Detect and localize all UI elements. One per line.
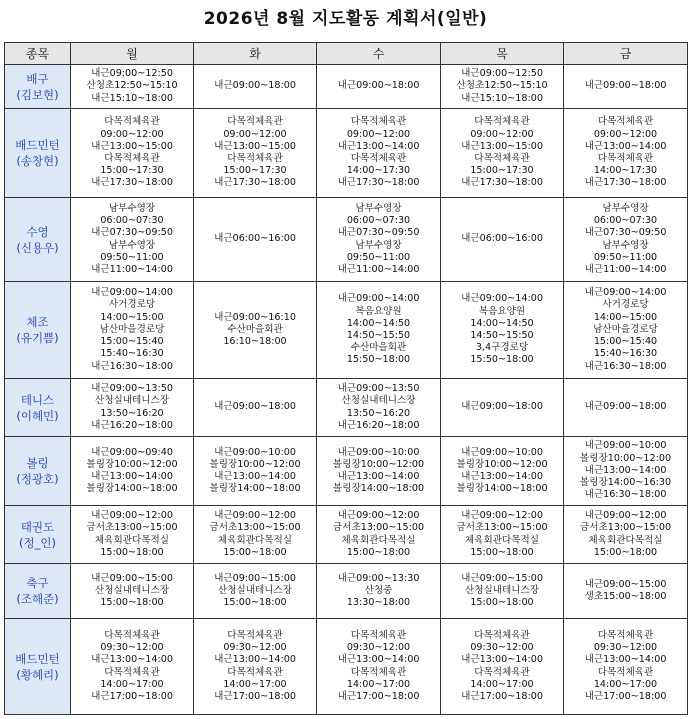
- schedule-entry: 다목적체육관: [104, 116, 160, 128]
- schedule-entry: 15:50~18:00: [346, 354, 411, 366]
- schedule-entry: 내근09:00~12:00: [91, 510, 173, 522]
- schedule-entry: 내근09:00~14:00: [337, 293, 420, 305]
- table-row: [5, 619, 688, 715]
- schedule-entry: 다목적체육관: [474, 629, 530, 641]
- schedule-entry: 15:00~18:00: [470, 546, 534, 558]
- sport-name: 축구: [26, 576, 49, 590]
- sport-name: 태권도: [20, 519, 55, 534]
- schedule-cell-tuesday: [194, 109, 317, 198]
- schedule-entry: 09:30~12:00: [100, 642, 164, 654]
- sport-name: 배드민턴: [15, 138, 60, 152]
- schedule-entry: 다목적체육관: [597, 666, 654, 678]
- coach-name: (조해준): [16, 592, 59, 606]
- schedule-entry: 다목적체육관: [104, 666, 160, 678]
- schedule-entry: 3,4구경로당: [475, 342, 529, 354]
- schedule-entry: 내근16:30~18:00: [584, 360, 667, 372]
- schedule-entry: 15:00~18:00: [470, 597, 534, 609]
- schedule-entry: 14:00~17:00: [470, 678, 534, 690]
- schedule-cell-wednesday: [317, 65, 441, 109]
- schedule-entry: 09:00~12:00: [100, 128, 164, 140]
- schedule-entry: 06:00~07:30: [593, 215, 658, 227]
- schedule-entry: 남부수영장: [602, 239, 649, 251]
- schedule-entry: 내근09:00~18:00: [584, 80, 667, 92]
- schedule-cell-thursday: [441, 198, 564, 282]
- schedule-cell-tuesday: [194, 506, 317, 564]
- schedule-entry: 체육회관다목적실: [94, 534, 170, 546]
- schedule-entry: 16:10~18:00: [223, 336, 287, 348]
- schedule-entry: 09:00~12:00: [470, 128, 534, 140]
- schedule-entry: 볼링장10:00~12:00: [209, 458, 301, 470]
- schedule-table: [4, 42, 688, 715]
- schedule-entry: 09:00~12:00: [223, 128, 287, 140]
- schedule-entry: 내근09:00~10:00: [584, 440, 667, 452]
- schedule-cell-friday: [564, 437, 688, 506]
- schedule-cell-tuesday: [194, 282, 317, 379]
- schedule-cell-thursday: [441, 379, 564, 437]
- schedule-entry: 내근13:00~15:00: [214, 140, 296, 152]
- schedule-entry: 15:00~15:40: [593, 336, 658, 348]
- table-row: [5, 198, 688, 282]
- schedule-cell-thursday: [441, 282, 564, 379]
- schedule-entry: 내근09:00~09:40: [91, 446, 173, 458]
- schedule-entry: 금서초13:00~15:00: [456, 522, 548, 534]
- schedule-cell-friday: [564, 506, 688, 564]
- schedule-entry: 다목적체육관: [350, 666, 407, 678]
- schedule-entry: 15:00~15:40: [100, 336, 164, 348]
- schedule-cell-friday: [564, 65, 688, 109]
- schedule-entry: 15:00~18:00: [223, 546, 287, 558]
- schedule-entry: 내근15:10~18:00: [461, 92, 543, 104]
- schedule-entry: 내근13:00~14:00: [214, 654, 296, 666]
- coach-name: (황혜리): [16, 667, 59, 682]
- schedule-entry: 남부수영장: [355, 202, 402, 214]
- schedule-entry: 금서초13:00~15:00: [579, 522, 672, 534]
- schedule-entry: 체육회관다목적실: [217, 534, 293, 546]
- schedule-cell-thursday: [441, 437, 564, 506]
- schedule-cell-thursday: [441, 109, 564, 198]
- schedule-entry: 15:00~17:30: [100, 165, 164, 177]
- schedule-entry: 내근09:00~10:00: [461, 446, 543, 458]
- schedule-entry: 내근07:30~09:50: [337, 227, 420, 239]
- schedule-cell-thursday: [441, 506, 564, 564]
- schedule-entry: 내근09:00~18:00: [337, 80, 420, 92]
- coach-name: (송창현): [16, 154, 59, 168]
- schedule-entry: 내근09:00~15:00: [584, 578, 667, 590]
- schedule-entry: 13:50~16:20: [346, 407, 411, 419]
- schedule-entry: 다목적체육관: [474, 666, 530, 678]
- schedule-entry: 볼링장14:00~18:00: [86, 483, 178, 495]
- schedule-entry: 다목적체육관: [597, 116, 654, 128]
- schedule-entry: 다목적체육관: [474, 153, 530, 164]
- schedule-entry: 금서초13:00~15:00: [332, 522, 425, 534]
- sport-name: 수영: [26, 224, 49, 239]
- schedule-cell-thursday: [441, 65, 564, 109]
- schedule-entry: 내근09:00~18:00: [584, 401, 667, 413]
- sport-name: 배구: [26, 71, 49, 86]
- schedule-entry: 06:00~07:30: [100, 215, 164, 227]
- schedule-entry: 15:00~18:00: [346, 546, 411, 558]
- schedule-entry: 체육회관다목적실: [464, 534, 540, 546]
- header-row: [5, 43, 688, 65]
- schedule-entry: 내근09:00~12:00: [584, 510, 667, 522]
- schedule-cell-friday: [564, 109, 688, 198]
- sport-cell: [5, 198, 71, 282]
- schedule-cell-monday: [71, 619, 194, 715]
- schedule-entry: 내근09:00~10:00: [337, 446, 420, 458]
- schedule-cell-monday: [71, 109, 194, 198]
- schedule-entry: 내근09:00~15:00: [461, 572, 543, 584]
- schedule-entry: 내근13:00~14:00: [214, 471, 296, 482]
- schedule-entry: 내근09:00~14:00: [461, 293, 543, 305]
- schedule-entry: 09:30~12:00: [346, 642, 411, 654]
- schedule-entry: 다목적체육관: [227, 666, 283, 678]
- schedule-entry: 금서초13:00~15:00: [209, 522, 301, 534]
- table-row: [5, 437, 688, 506]
- schedule-entry: 15:40~16:30: [593, 348, 658, 360]
- schedule-entry: 사거경로당: [108, 299, 156, 311]
- schedule-entry: 볼링장10:00~12:00: [579, 452, 672, 464]
- schedule-entry: 내근16:30~18:00: [584, 489, 667, 501]
- sport-cell: [5, 109, 71, 198]
- document-title: 2026년 8월 지도활동 계획서(일반): [203, 9, 488, 29]
- schedule-entry: 다목적체육관: [227, 153, 283, 164]
- schedule-entry: 생초15:00~18:00: [584, 591, 667, 602]
- schedule-cell-wednesday: [317, 506, 441, 564]
- schedule-entry: 15:00~18:00: [100, 546, 164, 558]
- schedule-entry: 볼링장14:00~18:00: [456, 483, 548, 495]
- schedule-cell-tuesday: [194, 379, 317, 437]
- schedule-entry: 13:50~16:20: [100, 407, 164, 419]
- schedule-entry: 수산마을회관: [350, 342, 407, 354]
- schedule-cell-friday: [564, 282, 688, 379]
- sport-name: 테니스: [20, 392, 55, 407]
- schedule-entry: 내근16:20~18:00: [91, 419, 173, 431]
- schedule-entry: 내근17:00~18:00: [461, 690, 543, 702]
- sport-cell: [5, 65, 71, 109]
- schedule-entry: 내근13:00~14:00: [337, 654, 420, 666]
- schedule-entry: 14:50~15:50: [470, 330, 534, 341]
- header-sport: 종목: [5, 43, 71, 65]
- header-thursday: 목: [441, 43, 564, 65]
- schedule-entry: 14:00~17:00: [346, 678, 411, 690]
- schedule-cell-tuesday: [194, 65, 317, 109]
- schedule-entry: 내근17:00~18:00: [91, 690, 173, 702]
- schedule-entry: 내근09:00~12:50: [461, 68, 543, 80]
- schedule-entry: 볼링장14:00~18:00: [332, 483, 425, 495]
- schedule-entry: 볼링장10:00~12:00: [332, 458, 425, 470]
- table-row: [5, 109, 688, 198]
- schedule-cell-wednesday: [317, 198, 441, 282]
- schedule-entry: 내근13:00~15:00: [461, 140, 543, 152]
- schedule-entry: 내근09:00~13:50: [91, 383, 173, 395]
- schedule-cell-monday: [71, 437, 194, 506]
- schedule-entry: 내근13:00~14:00: [584, 464, 667, 476]
- schedule-cell-monday: [71, 379, 194, 437]
- schedule-entry: 복음요양원: [355, 305, 402, 317]
- schedule-entry: 내근09:00~16:10: [214, 311, 296, 323]
- schedule-entry: 산청실내테니스장: [464, 584, 540, 596]
- schedule-cell-tuesday: [194, 619, 317, 715]
- schedule-entry: 내근11:00~14:00: [584, 263, 667, 275]
- schedule-entry: 내근17:00~18:00: [584, 690, 667, 702]
- coach-name: (김보현): [16, 87, 59, 102]
- schedule-cell-wednesday: [317, 437, 441, 506]
- schedule-entry: 내근17:30~18:00: [91, 177, 173, 189]
- schedule-cell-friday: [564, 379, 688, 437]
- schedule-entry: 내근09:00~12:00: [461, 510, 543, 522]
- schedule-cell-monday: [71, 198, 194, 282]
- schedule-entry: 내근17:30~18:00: [461, 177, 543, 189]
- sport-name: 볼링: [26, 456, 49, 470]
- schedule-entry: 내근16:20~18:00: [337, 419, 420, 431]
- schedule-entry: 내근09:00~18:00: [461, 401, 543, 413]
- sport-cell: [5, 437, 71, 506]
- schedule-entry: 남부수영장: [108, 239, 156, 251]
- schedule-cell-monday: [71, 65, 194, 109]
- schedule-entry: 15:00~17:30: [223, 165, 287, 177]
- schedule-entry: 남부수영장: [355, 239, 402, 251]
- table-row: [5, 506, 688, 564]
- table-row: [5, 282, 688, 379]
- schedule-entry: 내근17:30~18:00: [584, 177, 667, 189]
- schedule-entry: 내근09:00~13:30: [337, 572, 420, 584]
- schedule-entry: 산청실내테니스장: [341, 395, 416, 407]
- schedule-entry: 다목적체육관: [104, 153, 160, 164]
- schedule-entry: 14:00~14:50: [346, 317, 411, 329]
- schedule-body: [5, 65, 688, 715]
- coach-name: (유기쁨): [16, 331, 59, 345]
- schedule-entry: 09:00~12:00: [593, 128, 658, 140]
- schedule-entry: 내근09:00~15:00: [214, 572, 296, 584]
- schedule-entry: 내근09:00~14:00: [91, 287, 173, 299]
- schedule-entry: 산청실내테니스장: [94, 395, 170, 407]
- sport-name: 체조: [26, 315, 49, 329]
- schedule-entry: 09:50~11:00: [593, 251, 658, 263]
- coach-name: (정광호): [16, 472, 59, 486]
- schedule-cell-wednesday: [317, 282, 441, 379]
- schedule-entry: 내근17:00~18:00: [214, 690, 296, 702]
- schedule-entry: 내근09:00~13:50: [337, 383, 420, 395]
- schedule-entry: 수산마을회관: [227, 323, 283, 335]
- schedule-entry: 산청초12:50~15:10: [456, 80, 548, 92]
- schedule-entry: 내근15:10~18:00: [91, 92, 173, 104]
- schedule-entry: 다목적체육관: [104, 629, 160, 641]
- schedule-entry: 볼링장10:00~12:00: [456, 458, 548, 470]
- schedule-entry: 산청실내테니스장: [94, 584, 170, 596]
- schedule-entry: 볼링장14:00~18:00: [209, 483, 301, 495]
- schedule-entry: 내근09:00~15:00: [91, 572, 173, 584]
- schedule-entry: 다목적체육관: [350, 629, 407, 641]
- sport-cell: [5, 564, 71, 619]
- schedule-entry: 내근13:00~14:00: [461, 654, 543, 666]
- schedule-entry: 복음요양원: [478, 305, 526, 317]
- schedule-entry: 다목적체육관: [597, 153, 654, 164]
- schedule-entry: 15:50~18:00: [470, 354, 534, 366]
- table-row: [5, 564, 688, 619]
- schedule-cell-friday: [564, 619, 688, 715]
- schedule-entry: 내근09:00~14:00: [584, 287, 667, 299]
- schedule-entry: 내근09:00~18:00: [214, 401, 296, 413]
- schedule-entry: 09:30~12:00: [470, 642, 534, 654]
- schedule-entry: 내근06:00~16:00: [214, 233, 296, 245]
- schedule-entry: 내근16:30~18:00: [91, 360, 173, 372]
- coach-name: (정_인): [19, 535, 56, 550]
- sport-cell: [5, 619, 71, 715]
- schedule-entry: 내근09:00~10:00: [214, 446, 296, 458]
- schedule-entry: 09:00~12:00: [346, 128, 411, 140]
- schedule-cell-wednesday: [317, 619, 441, 715]
- schedule-entry: 14:00~17:00: [593, 678, 658, 690]
- schedule-cell-wednesday: [317, 379, 441, 437]
- sport-cell: [5, 506, 71, 564]
- schedule-entry: 볼링장10:00~12:00: [86, 458, 178, 470]
- schedule-entry: 금서초13:00~15:00: [86, 522, 178, 534]
- schedule-entry: 내근17:00~18:00: [337, 690, 420, 702]
- schedule-entry: 14:00~17:00: [100, 678, 164, 690]
- schedule-cell-friday: [564, 198, 688, 282]
- schedule-entry: 09:50~11:00: [100, 251, 164, 263]
- schedule-entry: 내근09:00~18:00: [214, 80, 296, 92]
- schedule-entry: 14:00~17:00: [223, 678, 287, 690]
- schedule-cell-tuesday: [194, 437, 317, 506]
- sport-name: 배드민턴: [15, 651, 60, 666]
- schedule-entry: 내근13:00~14:00: [584, 654, 667, 666]
- schedule-entry: 내근13:00~14:00: [337, 140, 420, 152]
- schedule-entry: 15:40~16:30: [100, 348, 164, 360]
- coach-name: (이혜민): [16, 408, 59, 423]
- schedule-entry: 14:00~17:30: [593, 165, 658, 177]
- schedule-entry: 내근11:00~14:00: [91, 263, 173, 275]
- schedule-entry: 14:00~15:00: [100, 311, 164, 323]
- schedule-entry: 14:50~15:50: [346, 330, 411, 341]
- schedule-entry: 내근11:00~14:00: [337, 263, 420, 275]
- schedule-entry: 산청실내테니스장: [217, 584, 293, 596]
- schedule-cell-thursday: [441, 619, 564, 715]
- schedule-cell-monday: [71, 282, 194, 379]
- schedule-cell-monday: [71, 564, 194, 619]
- schedule-entry: 내근13:00~14:00: [91, 654, 173, 666]
- schedule-cell-tuesday: [194, 198, 317, 282]
- schedule-entry: 체육회관다목적실: [341, 534, 416, 546]
- sport-cell: [5, 282, 71, 379]
- schedule-entry: 09:30~12:00: [223, 642, 287, 654]
- schedule-entry: 내근06:00~16:00: [461, 233, 543, 245]
- schedule-entry: 내근13:00~14:00: [91, 471, 173, 482]
- header-wednesday: 수: [317, 43, 441, 65]
- schedule-entry: 내근13:00~14:00: [461, 471, 543, 482]
- schedule-entry: 남부수영장: [602, 202, 649, 214]
- schedule-entry: 15:00~17:30: [470, 165, 534, 177]
- schedule-entry: 06:00~07:30: [346, 215, 411, 227]
- schedule-entry: 내근09:00~12:50: [91, 68, 173, 80]
- schedule-entry: 다목적체육관: [227, 116, 283, 128]
- schedule-entry: 15:00~18:00: [100, 597, 164, 609]
- header-monday: 월: [71, 43, 194, 65]
- schedule-entry: 사거경로당: [602, 299, 649, 311]
- schedule-entry: 다목적체육관: [350, 153, 407, 164]
- schedule-entry: 15:00~18:00: [593, 546, 658, 558]
- schedule-entry: 내근07:30~09:50: [91, 227, 173, 239]
- schedule-cell-friday: [564, 564, 688, 619]
- schedule-entry: 볼링장14:00~16:30: [579, 477, 672, 489]
- schedule-entry: 14:00~15:00: [593, 311, 658, 323]
- schedule-cell-tuesday: [194, 564, 317, 619]
- schedule-entry: 내근17:30~18:00: [337, 177, 420, 189]
- schedule-entry: 산청중: [364, 584, 393, 596]
- schedule-entry: 내근13:00~14:00: [584, 140, 667, 152]
- schedule-entry: 다목적체육관: [350, 116, 407, 128]
- schedule-entry: 내근09:00~12:00: [337, 510, 420, 522]
- schedule-cell-wednesday: [317, 109, 441, 198]
- schedule-entry: 14:00~17:30: [346, 165, 411, 177]
- schedule-entry: 다목적체육관: [227, 629, 283, 641]
- coach-name: (신용우): [16, 240, 59, 255]
- schedule-entry: 남산마을경로당: [99, 323, 165, 335]
- schedule-entry: 다목적체육관: [474, 116, 530, 128]
- schedule-entry: 체육회관다목적실: [588, 534, 663, 546]
- sport-cell: [5, 379, 71, 437]
- schedule-entry: 내근13:00~14:00: [337, 471, 420, 482]
- schedule-entry: 14:00~14:50: [470, 317, 534, 329]
- schedule-cell-thursday: [441, 564, 564, 619]
- schedule-entry: 내근09:00~12:00: [214, 510, 296, 522]
- header-friday: 금: [564, 43, 688, 65]
- schedule-entry: 내근13:00~15:00: [91, 140, 173, 152]
- schedule-entry: 15:00~18:00: [223, 597, 287, 609]
- schedule-entry: 내근17:30~18:00: [214, 177, 296, 189]
- table-row: [5, 65, 688, 109]
- schedule-entry: 09:30~12:00: [593, 642, 658, 654]
- schedule-cell-wednesday: [317, 564, 441, 619]
- schedule-entry: 다목적체육관: [597, 629, 654, 641]
- table-row: [5, 379, 688, 437]
- header-tuesday: 화: [194, 43, 317, 65]
- schedule-entry: 남산마을경로당: [593, 323, 658, 335]
- schedule-entry: 산청초12:50~15:10: [86, 80, 178, 92]
- schedule-entry: 남부수영장: [108, 202, 156, 214]
- schedule-entry: 내근07:30~09:50: [584, 227, 667, 239]
- schedule-entry: 13:30~18:00: [346, 597, 411, 609]
- schedule-cell-monday: [71, 506, 194, 564]
- schedule-entry: 09:50~11:00: [346, 251, 411, 263]
